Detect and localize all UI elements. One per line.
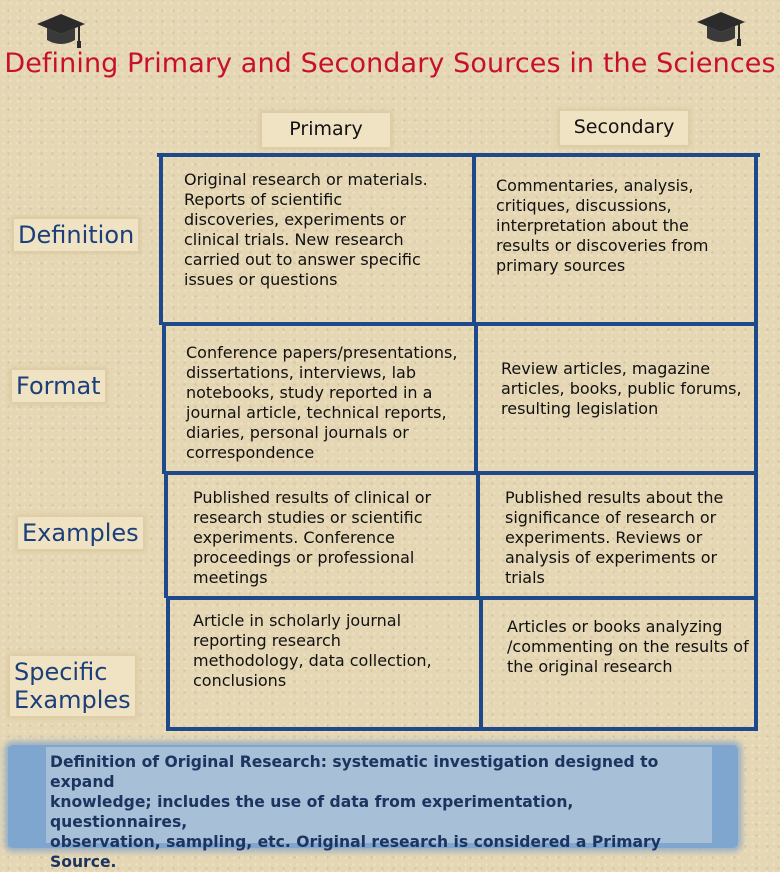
cell-format-primary: Conference papers/presentations, dissertations, interviews, lab notebooks, study reported in a journal article, technical reports, diaries, personal journals or correspondence: [186, 343, 458, 462]
grid-line-middle-1: [472, 155, 476, 325]
grid-line-left-1: [159, 155, 163, 325]
grid-line-row-3: [168, 596, 756, 600]
column-header-primary: Primary: [262, 113, 390, 147]
column-header-secondary: Secondary: [560, 111, 688, 145]
cell-format-secondary: Review articles, magazine articles, books, public forums, resulting legislation: [501, 359, 742, 418]
cell-definition-secondary: Commentaries, analysis, critiques, discussions, interpretation about the results or discoveries from primary sources: [496, 176, 709, 275]
page-title: Defining Primary and Secondary Sources in the Sciences: [4, 48, 776, 79]
grid-line-bottom: [166, 727, 758, 731]
row-label-examples: Examples: [18, 517, 143, 549]
grid-line-middle-3: [476, 473, 480, 598]
graduation-cap-icon: [35, 12, 87, 52]
row-label-specific-examples: Specific Examples: [10, 656, 135, 716]
cell-definition-primary: Original research or materials. Reports of scientific discoveries, experiments or clinical trials. New research carried out to answer specific issues or questions: [184, 170, 428, 289]
cell-specific-examples-primary: Article in scholarly journal reporting research methodology, data collection, conclusions: [193, 611, 432, 690]
grid-line-left-3: [164, 473, 168, 598]
cell-examples-secondary: Published results about the significance of research or experiments. Reviews or analysis of experiments or trials: [505, 488, 724, 587]
row-label-format: Format: [12, 370, 105, 402]
grid-line-row-2: [164, 471, 756, 475]
original-research-definition: Definition of Original Research: systematic investigation designed to expand knowledge; includes the use of data from experimentation, questionnaires, observation, sampling, etc. Original research is considered a Primary Source.: [50, 753, 661, 871]
grid-line-top: [157, 153, 760, 157]
cell-examples-primary: Published results of clinical or research studies or scientific experiments. Conference proceedings or professional meetings: [193, 488, 432, 587]
grid-line-middle-4: [479, 598, 483, 731]
grid-line-right: [754, 155, 758, 731]
grid-line-left-2: [162, 324, 166, 474]
graduation-cap-icon: [695, 10, 747, 50]
grid-line-row-1: [162, 322, 756, 326]
grid-line-left-4: [166, 598, 170, 731]
grid-line-middle-2: [474, 324, 478, 474]
cell-specific-examples-secondary: Articles or books analyzing /commenting on the results of the original research: [507, 617, 749, 676]
row-label-definition: Definition: [14, 219, 138, 251]
